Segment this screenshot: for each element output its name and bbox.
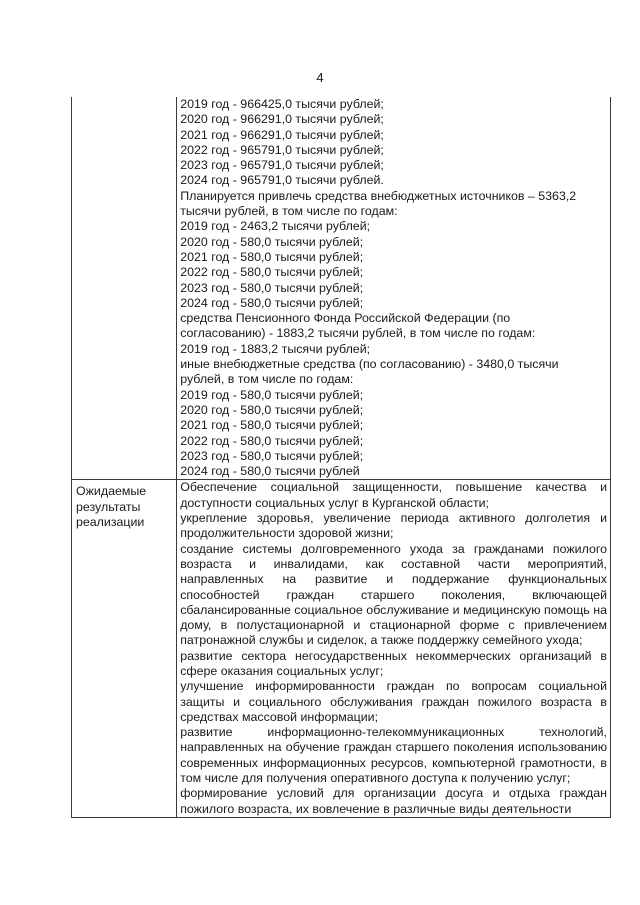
financing-line: 2019 год - 580,0 тысячи рублей;: [180, 387, 364, 402]
results-paragraph: развитие информационно-телекоммуникационных технологий, направленных на обучение граждан старшего поколения использованию современных информационных ресурсов, компьютерной грамотности, в том числе для получения оперативного доступа к получению услуг;: [180, 725, 607, 786]
results-label-line: результаты: [76, 499, 141, 514]
financing-line: 2020 год - 966291,0 тысячи рублей;: [180, 112, 384, 127]
financing-line: 2019 год - 2463,2 тысячи рублей;: [180, 219, 371, 234]
results-cell: [177, 480, 611, 818]
financing-line: 2022 год - 580,0 тысячи рублей;: [180, 433, 364, 448]
financing-line: 2020 год - 580,0 тысячи рублей;: [180, 402, 364, 417]
financing-line: 2022 год - 580,0 тысячи рублей;: [180, 265, 364, 280]
results-paragraph: создание системы долговременного ухода за гражданами пожилого возраста и инвалидами, как составной части мероприятий, направленных на развитие и поддержание функциональных способностей граждан старшего поколения, включающей сбалансированные социальное обслуживание и медицинскую помощь на дому, в полустационарной и стационарной форме с привлечением патронажной службы и сиделок, а также поддержку семейного ухода;: [180, 541, 607, 648]
financing-cell: [177, 97, 611, 480]
financing-line: 2019 год - 966425,0 тысячи рублей;: [180, 97, 384, 111]
results-paragraph: Обеспечение социальной защищенности, повышение качества и доступности социальных услуг в Курганской области;: [180, 480, 607, 510]
financing-line: 2021 год - 580,0 тысячи рублей;: [180, 418, 364, 433]
financing-line: тысячи рублей, в том числе по годам:: [180, 204, 398, 219]
results-paragraph: формирование условий для организации досуга и отдыха граждан пожилого возраста, их вовлечение в различные виды деятельности: [180, 786, 607, 816]
financing-line: 2022 год - 965791,0 тысячи рублей;: [180, 142, 384, 157]
financing-line: иные внебюджетные средства (по согласованию) - 3480,0 тысячи: [180, 357, 559, 372]
financing-line: 2024 год - 965791,0 тысячи рублей.: [180, 173, 384, 188]
results-paragraph: развитие сектора негосударственных некоммерческих организаций в сфере оказания социальных услуг;: [180, 648, 607, 678]
financing-line: Планируется привлечь средства внебюджетных источников – 5363,2: [180, 188, 577, 203]
financing-line: согласованию) - 1883,2 тысячи рублей, в том числе по годам:: [180, 326, 536, 341]
financing-lines: [180, 97, 607, 479]
results-label-cell: [72, 480, 177, 818]
table-row-financing: [72, 97, 611, 480]
results-paragraph: улучшение информированности граждан по вопросам социальной защиты и социального обслуживания граждан пожилого возраста в средствах массовой информации;: [180, 679, 607, 724]
results-label-line: Ожидаемые: [76, 484, 147, 499]
results-paragraph: укрепление здоровья, увеличение периода активного долголетия и продолжительности здоровой жизни;: [180, 511, 607, 541]
financing-line: 2020 год - 580,0 тысячи рублей;: [180, 234, 364, 249]
financing-line: 2019 год - 1883,2 тысячи рублей;: [180, 341, 371, 356]
passport-table: [71, 97, 611, 818]
financing-line: 2024 год - 580,0 тысячи рублей: [180, 464, 360, 479]
financing-line: 2024 год - 580,0 тысячи рублей;: [180, 295, 364, 310]
empty-label-cell: [72, 97, 177, 480]
financing-line: рублей, в том числе по годам:: [180, 372, 354, 387]
financing-line: 2021 год - 966291,0 тысячи рублей;: [180, 127, 384, 142]
results-label-line: реализации: [76, 515, 145, 530]
financing-line: 2023 год - 580,0 тысячи рублей;: [180, 448, 364, 463]
financing-line: средства Пенсионного Фонда Российской Федерации (по: [180, 311, 511, 326]
financing-line: 2021 год - 580,0 тысячи рублей;: [180, 249, 364, 264]
page-number: 4: [316, 70, 324, 85]
table-row-results: [72, 480, 611, 818]
financing-line: 2023 год - 965791,0 тысячи рублей;: [180, 158, 384, 173]
financing-line: 2023 год - 580,0 тысячи рублей;: [180, 280, 364, 295]
